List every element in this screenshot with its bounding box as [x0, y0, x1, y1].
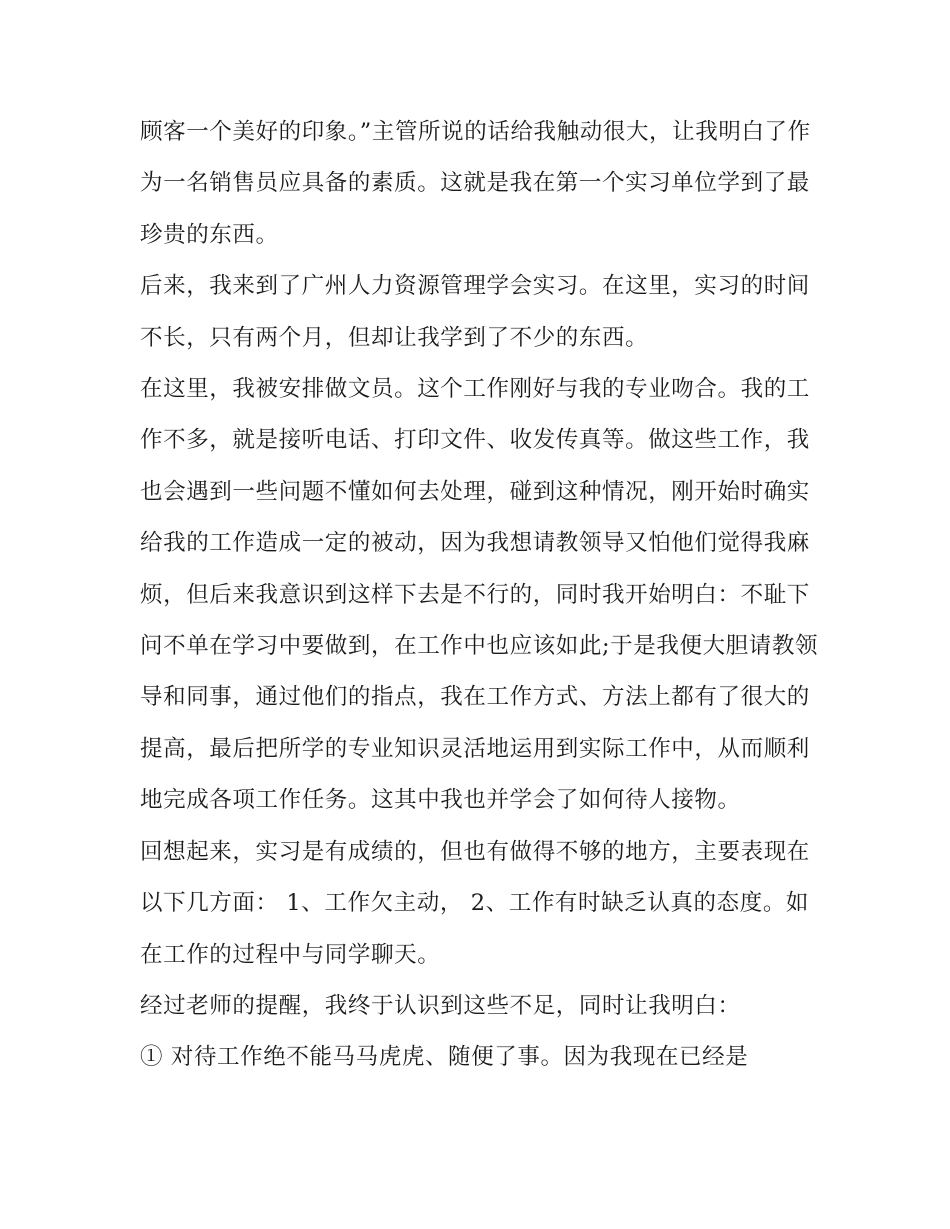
document-body — [140, 107, 820, 1084]
paragraph-teacher-reminder: 经过老师的提醒，我终于认识到这些不足，同时让我明白： — [140, 992, 741, 1019]
paragraph-hr-internship: 后来，我来到了广州人力资源管理学会实习。在这里，实习的时间不长，只有两个月，但却让我学到了不少的东西。 — [140, 273, 810, 351]
paragraph-clerk-work: 在这里，我被安排做文员。这个工作刚好与我的专业吻合。我的工作不多，就是接听电话、打印文件、收发传真等。做这些工作，我也会遇到一些问题不懂如何去处理，碰到这种情况，刚开始时确实给我的工作造成一定的被动，因为我想请教领导又怕他们觉得我麻烦，但后来我意识到这样下去是不行的，同时我开始明白：不耻下问不单在学习中要做到，在工作中也应该如此;于是我便大胆请教领导和同事，通过他们的指点，我在工作方式、方法上都有了很大的提高，最后把所学的专业知识灵活地运用到实际工作中，从而顺利地完成各项工作任务。这其中我也并学会了如何待人接物。 — [140, 376, 819, 814]
paragraph-point-one: ① 对待工作绝不能马马虎虎、随便了事。因为我现在已经是 — [140, 1044, 749, 1071]
paragraph-shortcomings: 回想起来，实习是有成绩的，但也有做得不够的地方，主要表现在以下几方面： 1、工作欠主动， 2、工作有时缺乏认真的态度。如在工作的过程中与同学聊天。 — [140, 838, 810, 968]
paragraph-sales-lesson: 顾客一个美好的印象。”主管所说的话给我触动很大，让我明白了作为一名销售员应具备的素质。这就是我在第一个实习单位学到了最珍贵的东西。 — [140, 119, 811, 248]
